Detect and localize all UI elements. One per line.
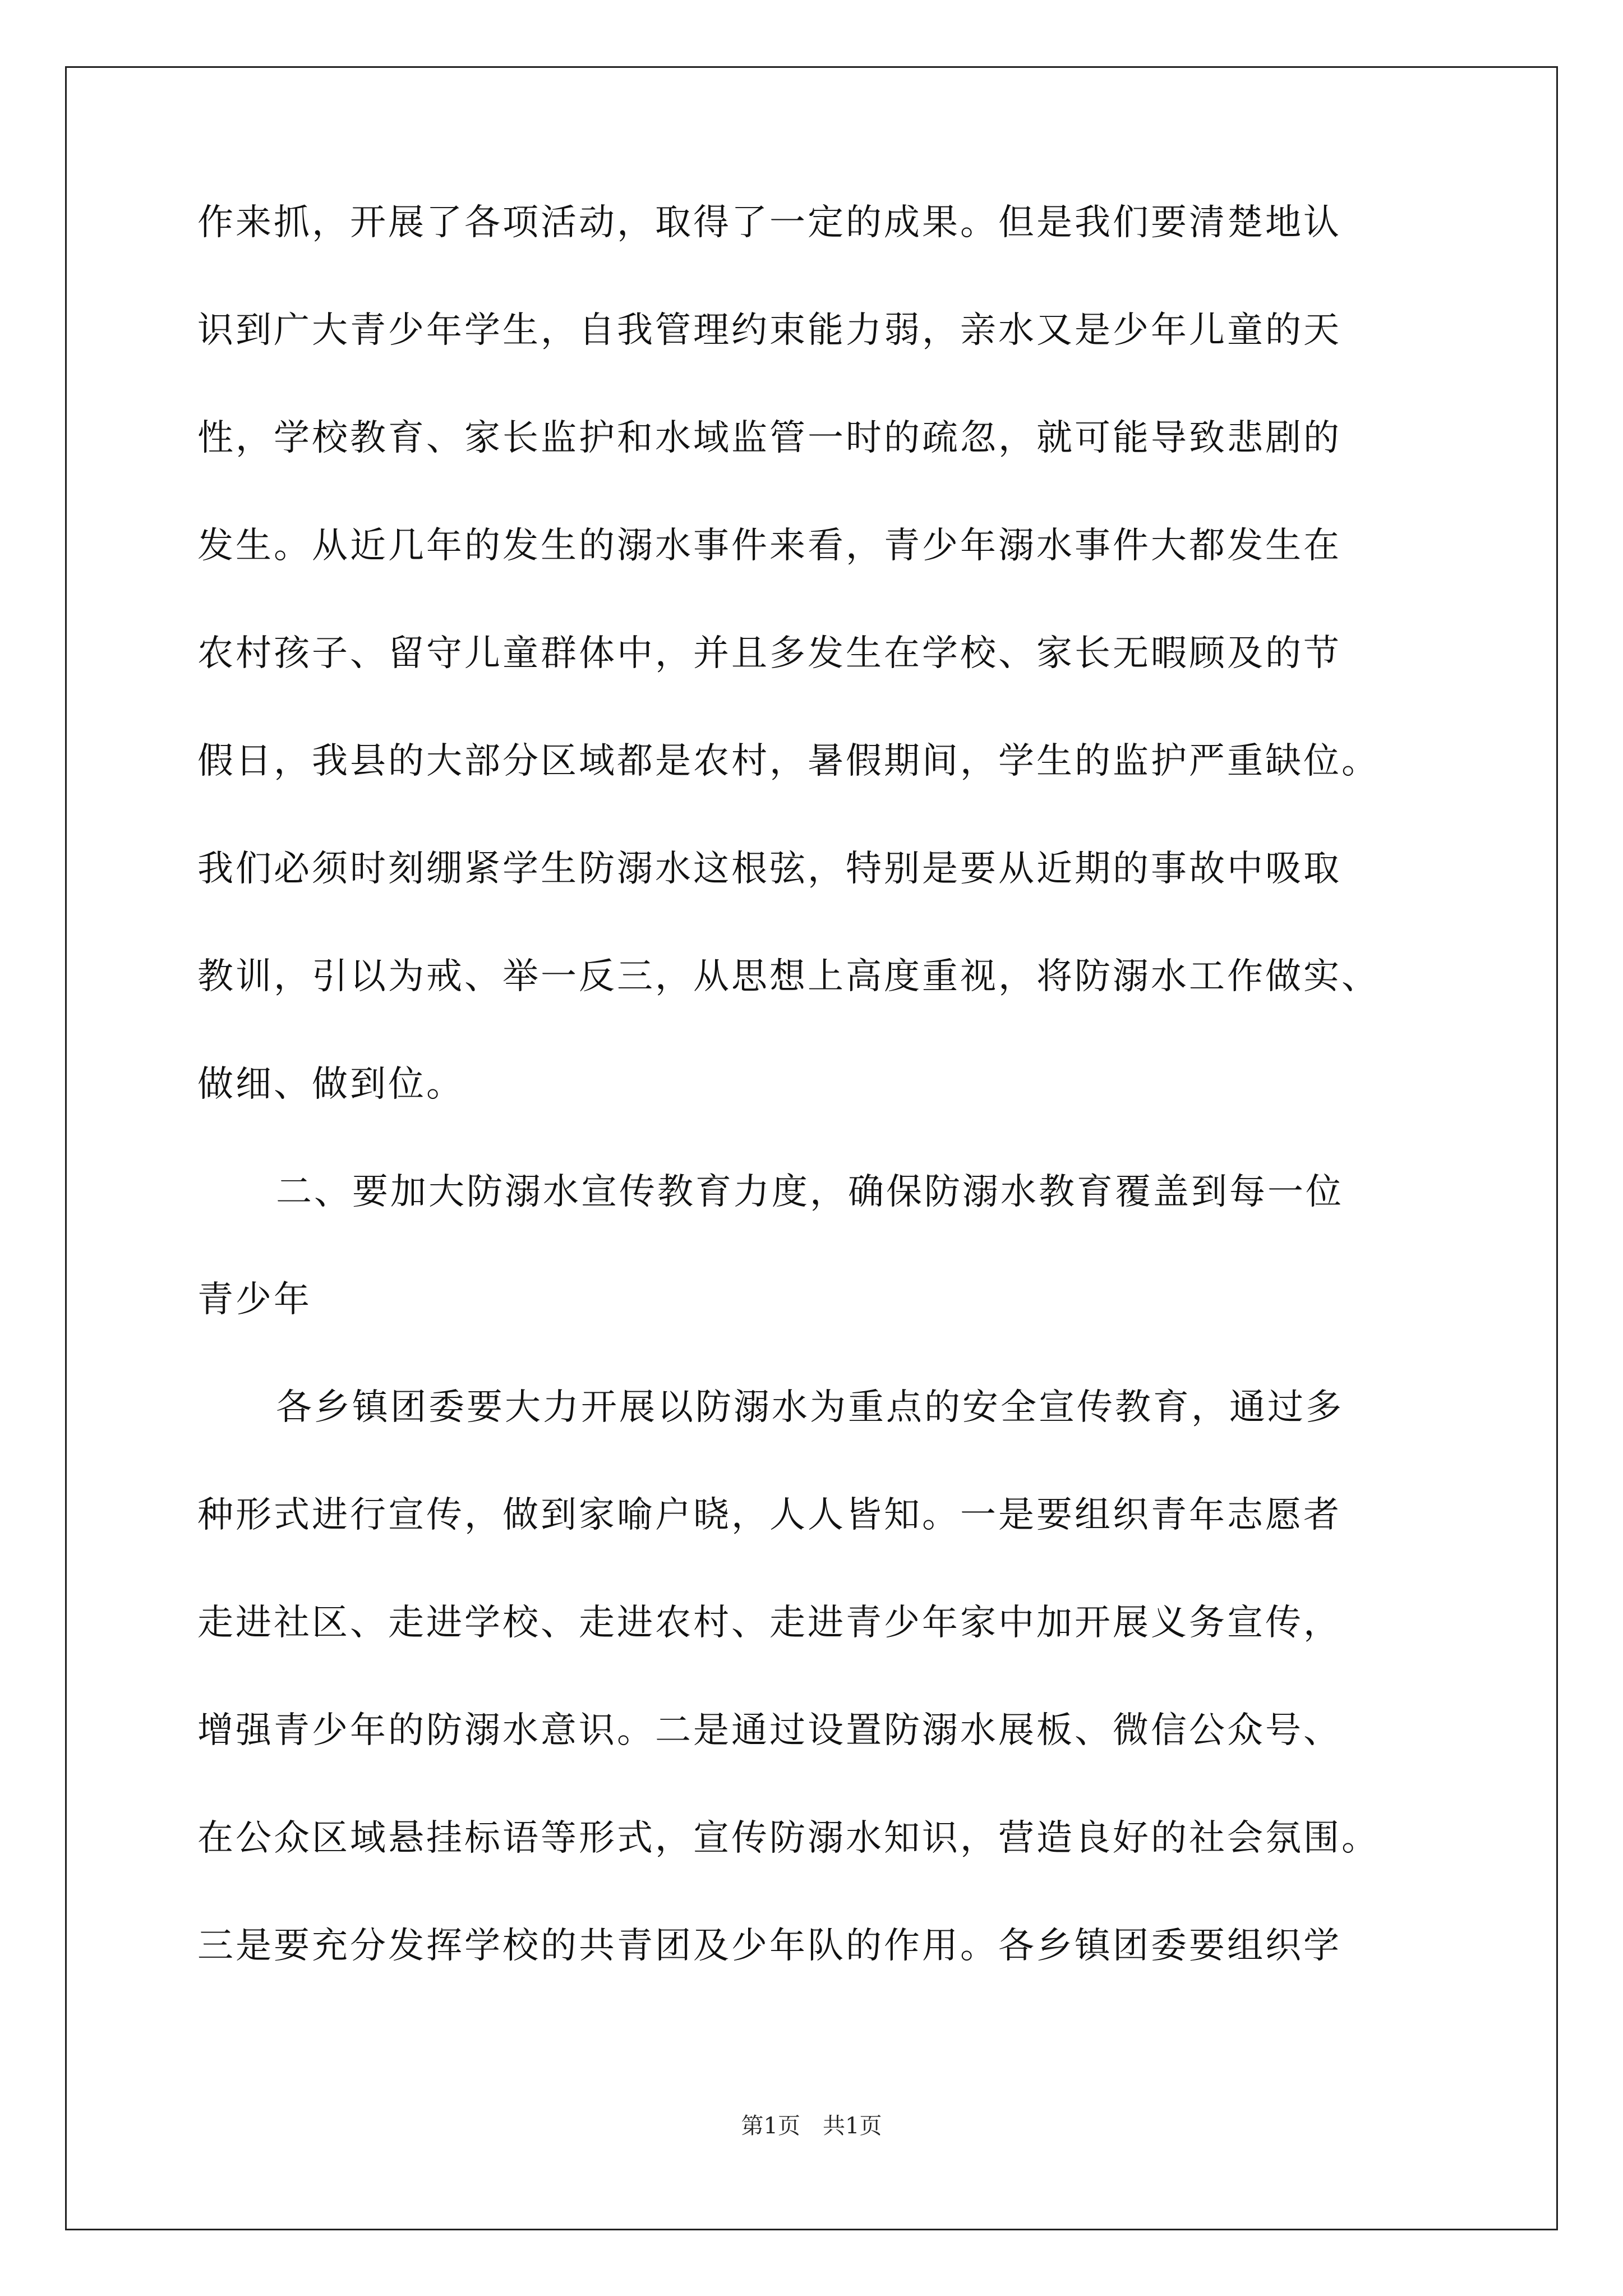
body-line: 作来抓，开展了各项活动，取得了一定的成果。但是我们要清楚地认 xyxy=(197,202,1341,243)
document-body xyxy=(197,202,1431,2036)
body-line: 在公众区域悬挂标语等形式，宣传防溺水知识，营造良好的社会氛围。 xyxy=(197,1818,1380,1859)
body-line: 农村孩子、留守儿童群体中，并且多发生在学校、家长无暇顾及的节 xyxy=(197,633,1341,674)
body-line: 识到广大青少年学生，自我管理约束能力弱，亲水又是少年儿童的天 xyxy=(197,310,1341,351)
body-line: 增强青少年的防溺水意识。二是通过设置防溺水展板、微信公众号、 xyxy=(197,1710,1341,1751)
body-line: 发生。从近几年的发生的溺水事件来看，青少年溺水事件大都发生在 xyxy=(197,525,1341,567)
body-line: 性，学校教育、家长监护和水域监管一时的疏忽，就可能导致悲剧的 xyxy=(197,417,1341,459)
body-line: 各乡镇团委要大力开展以防溺水为重点的安全宣传教育，通过多 xyxy=(276,1387,1344,1428)
body-line: 假日，我县的大部分区域都是农村，暑假期间，学生的监护严重缺位。 xyxy=(197,740,1380,782)
body-line: 走进社区、走进学校、走进农村、走进青少年家中加开展义务宣传， xyxy=(197,1602,1341,1644)
body-line: 教训，引以为戒、举一反三，从思想上高度重视，将防溺水工作做实、 xyxy=(197,956,1380,997)
body-line: 做细、做到位。 xyxy=(197,1064,464,1105)
section-heading: 二、要加大防溺水宣传教育力度，确保防溺水教育覆盖到每一位 xyxy=(276,1171,1344,1213)
section-heading-continued: 青少年 xyxy=(197,1279,312,1320)
body-line: 我们必须时刻绷紧学生防溺水这根弦，特别是要从近期的事故中吸取 xyxy=(197,848,1341,890)
page-footer: 第1页 共1页 xyxy=(741,2113,882,2139)
body-line: 三是要充分发挥学校的共青团及少年队的作用。各乡镇团委要组织学 xyxy=(197,1925,1341,1967)
body-line: 种形式进行宣传，做到家喻户晓，人人皆知。一是要组织青年志愿者 xyxy=(197,1494,1341,1536)
